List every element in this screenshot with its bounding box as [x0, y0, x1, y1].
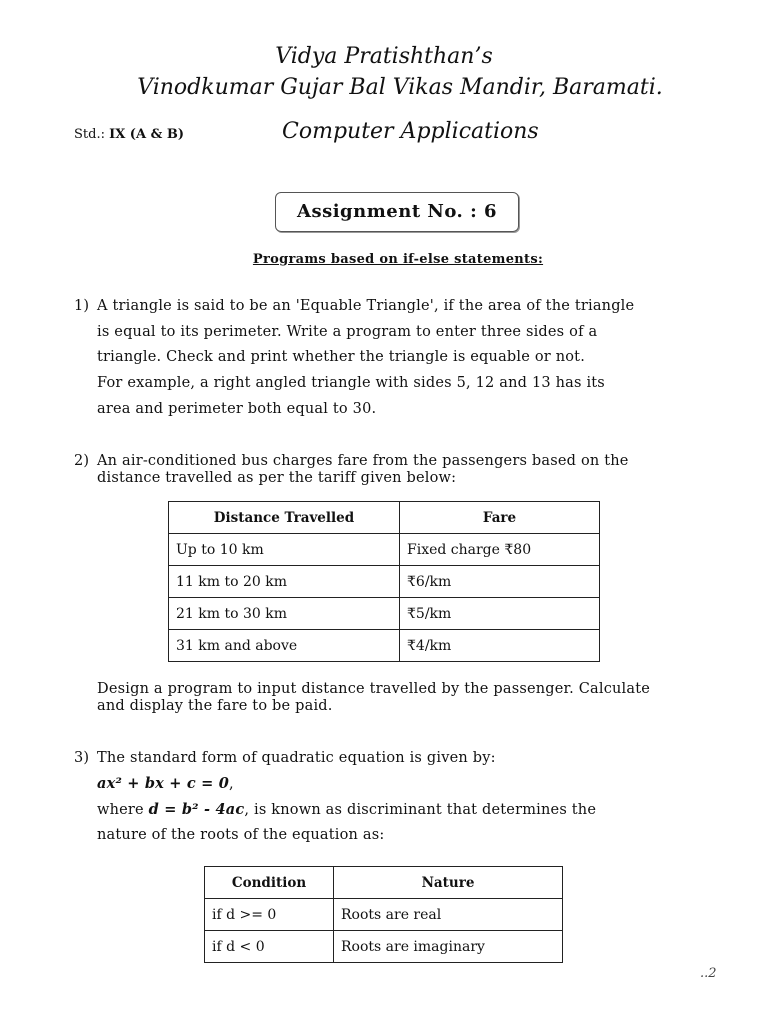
- table-header-cell: Distance Travelled: [169, 502, 400, 534]
- standard-value: IX (A & B): [109, 127, 184, 142]
- table-row: [169, 566, 600, 598]
- table-header-cell: Condition: [205, 867, 334, 899]
- table-header-cell: Nature: [334, 867, 563, 899]
- table-cell: ₹5/km: [400, 598, 600, 630]
- table-cell: 21 km to 30 km: [169, 598, 400, 630]
- table-cell: Roots are real: [334, 899, 563, 931]
- question-3-number: 3): [74, 750, 90, 766]
- quadratic-equation-line: [97, 775, 234, 792]
- table-header-row: [205, 867, 563, 899]
- section-title: Programs based on if-else statements:: [252, 252, 544, 267]
- question-2-after-line: Design a program to input distance travelled by the passenger. Calculate: [97, 681, 651, 697]
- question-1-line: is equal to its perimeter. Write a program to enter three sides of a: [97, 324, 598, 340]
- table-cell: Fixed charge ₹80: [400, 534, 600, 566]
- question-3-line: nature of the roots of the equation as:: [97, 827, 385, 843]
- table-cell: ₹4/km: [400, 630, 600, 662]
- table-cell: Roots are imaginary: [334, 931, 563, 963]
- table-header-cell: Fare: [400, 502, 600, 534]
- question-1-line: triangle. Check and print whether the triangle is equable or not.: [97, 349, 586, 365]
- question-2-line: distance travelled as per the tariff given below:: [97, 470, 457, 486]
- quadratic-equation: ax² + bx + c = 0: [97, 775, 230, 792]
- question-1-line: area and perimeter both equal to 30.: [97, 401, 377, 417]
- school-name-line1: Vidya Pratishthan’s: [275, 44, 493, 69]
- table-row: [205, 899, 563, 931]
- table-row: [169, 598, 600, 630]
- table-cell: if d >= 0: [205, 899, 334, 931]
- discriminant-line: [97, 801, 596, 818]
- where-suffix: , is known as discriminant that determines the: [244, 802, 597, 818]
- assignment-title: Assignment No. : 6: [275, 192, 519, 232]
- subject-title: Computer Applications: [282, 119, 539, 144]
- standard-label: [74, 127, 184, 142]
- question-2-after-line: and display the fare to be paid.: [97, 698, 333, 714]
- table-row: [169, 630, 600, 662]
- table-header-row: [169, 502, 600, 534]
- question-2-number: 2): [74, 453, 90, 469]
- table-row: [205, 931, 563, 963]
- question-1-line: A triangle is said to be an 'Equable Triangle', if the area of the triangle: [97, 298, 635, 314]
- standard-label-text: Std.:: [74, 127, 105, 142]
- table-cell: Up to 10 km: [169, 534, 400, 566]
- fare-table: [168, 501, 600, 662]
- equation-suffix: ,: [229, 776, 234, 792]
- table-cell: ₹6/km: [400, 566, 600, 598]
- school-name-line2: Vinodkumar Gujar Bal Vikas Mandir, Baramati.: [137, 75, 663, 100]
- question-3-line: The standard form of quadratic equation is given by:: [97, 750, 496, 766]
- table-cell: 11 km to 20 km: [169, 566, 400, 598]
- question-1-line: For example, a right angled triangle with sides 5, 12 and 13 has its: [97, 375, 605, 391]
- where-prefix: where: [97, 802, 149, 818]
- question-2-line: An air-conditioned bus charges fare from the passengers based on the: [97, 453, 629, 469]
- roots-table: [204, 866, 563, 963]
- question-1-number: 1): [74, 298, 90, 314]
- discriminant-formula: d = b² - 4ac: [148, 801, 245, 818]
- table-cell: if d < 0: [205, 931, 334, 963]
- table-cell: 31 km and above: [169, 630, 400, 662]
- table-row: [169, 534, 600, 566]
- page-number: ..2: [700, 966, 717, 981]
